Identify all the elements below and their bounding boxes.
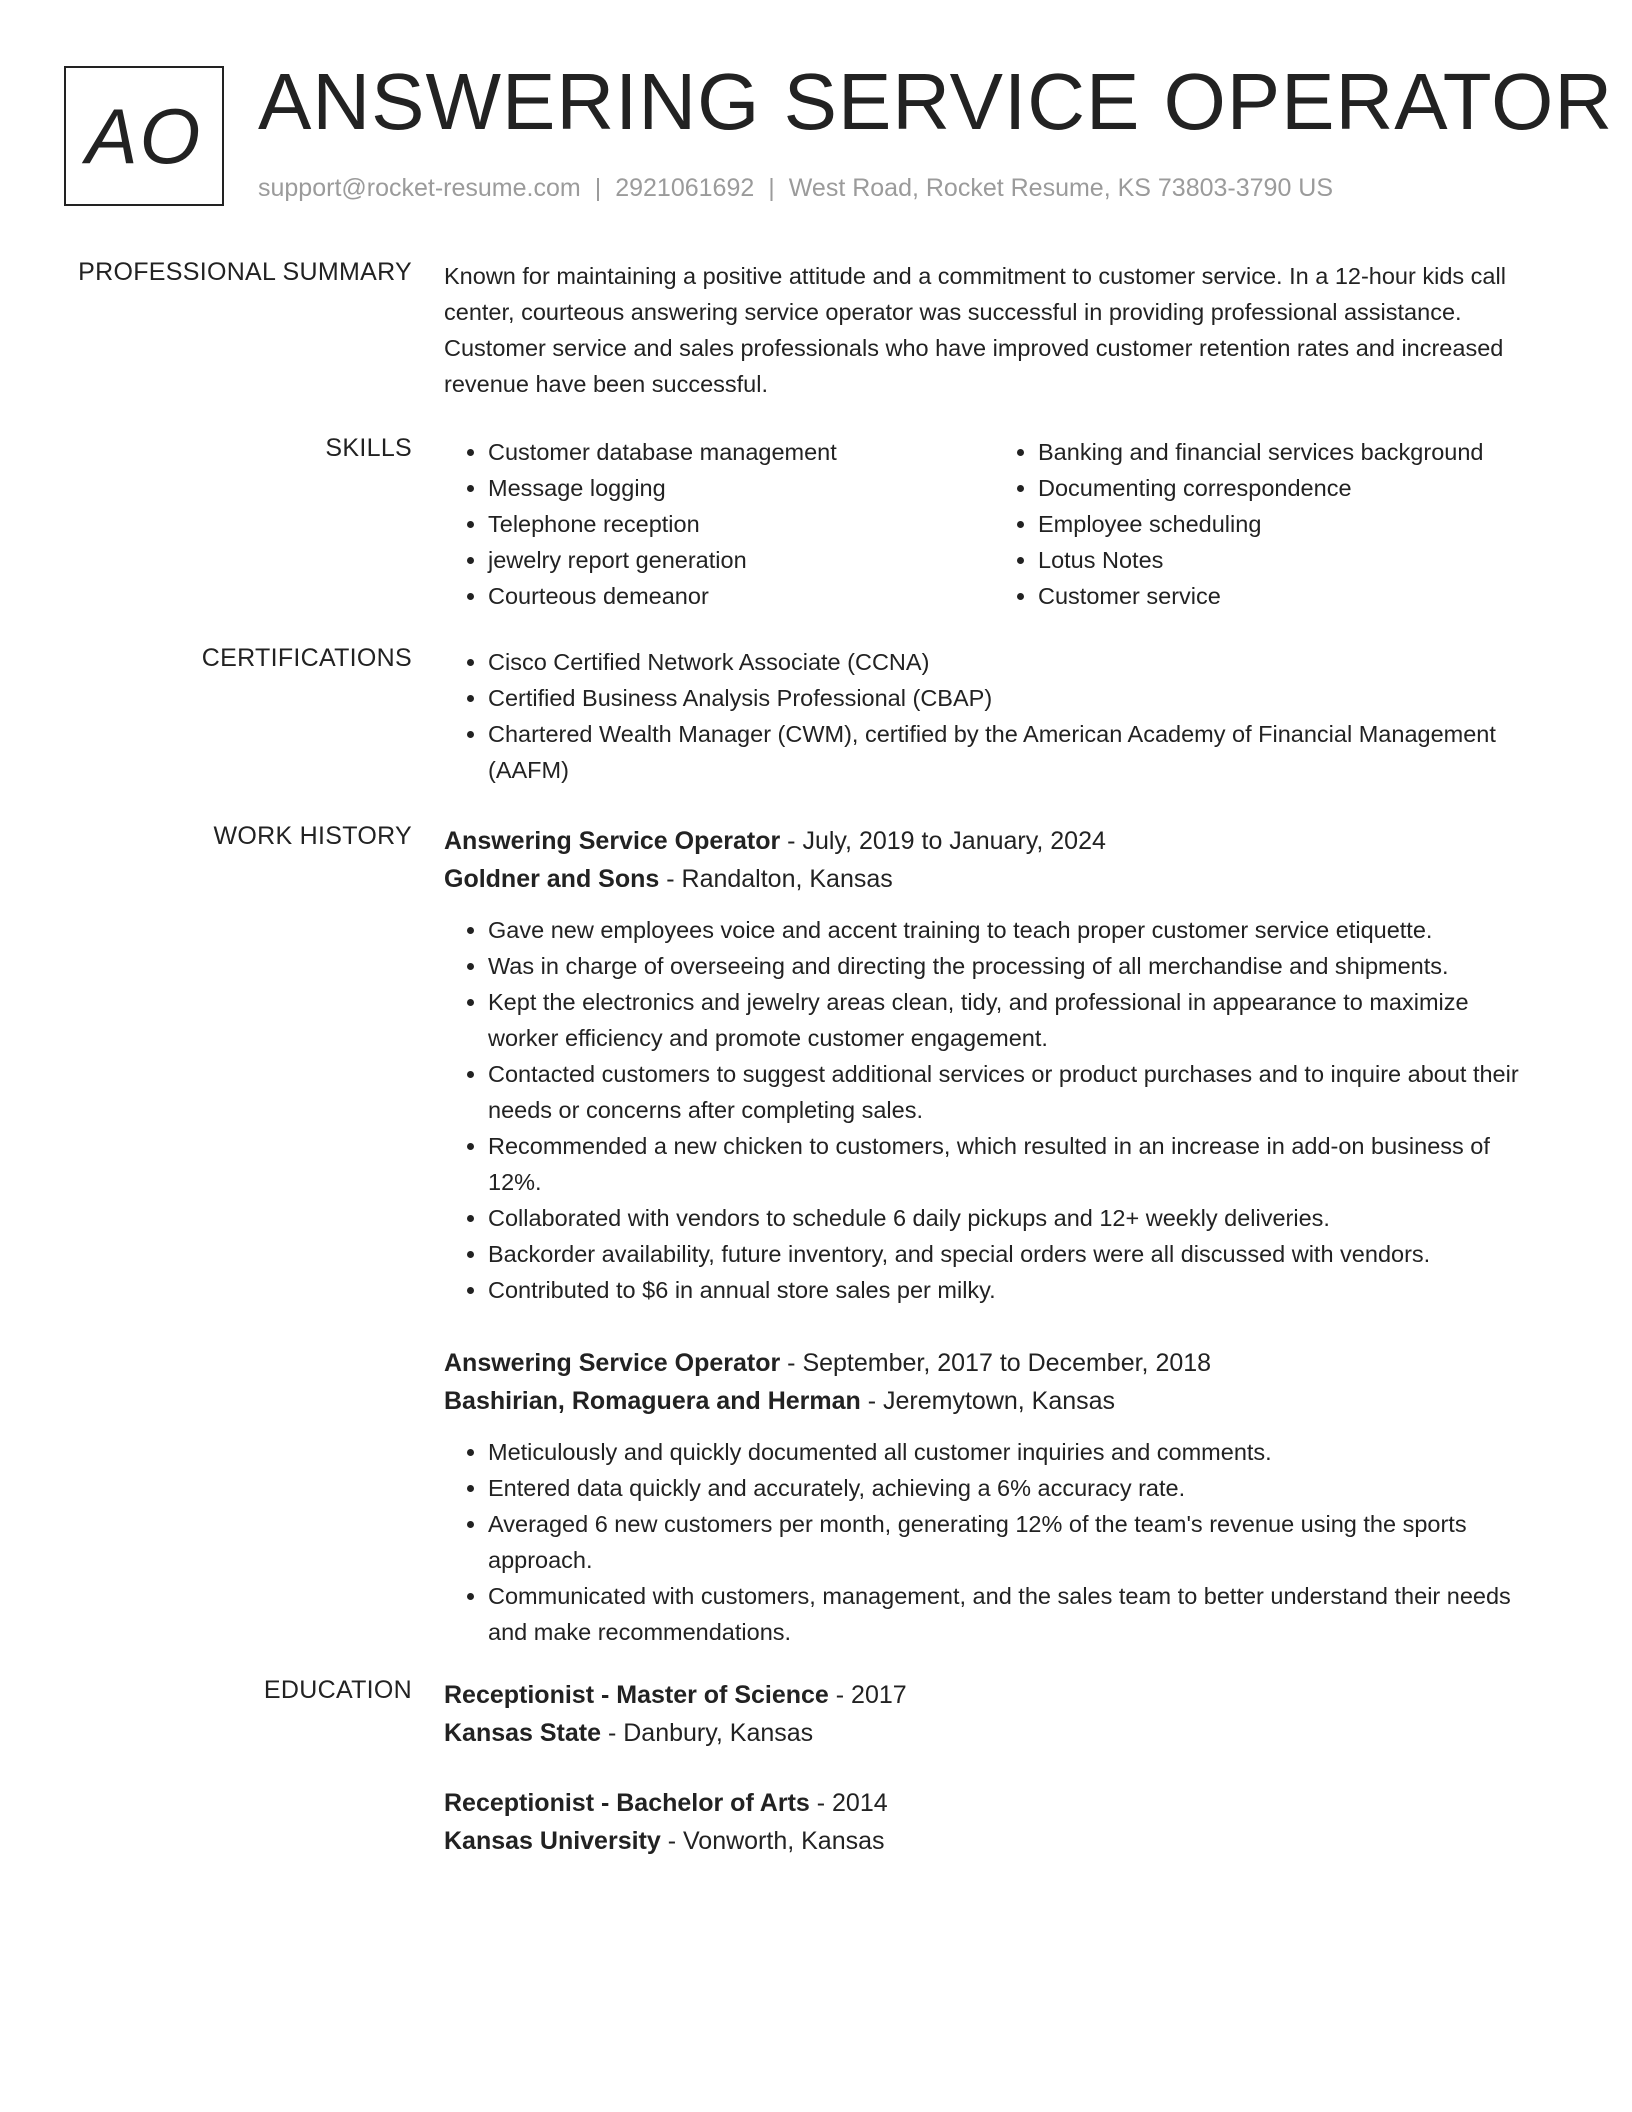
job-bullet: • Recommended a new chicken to customers, which resulted in an increase in add-on business of 12%. xyxy=(488,1128,1544,1200)
education-degree: Receptionist - Master of Science xyxy=(444,1681,829,1709)
skill-item: • Banking and financial services background xyxy=(1038,434,1544,470)
education-location: - Vonworth, Kansas xyxy=(660,1827,885,1855)
education-degree-line xyxy=(444,1676,1544,1714)
education-degree: Receptionist - Bachelor of Arts xyxy=(444,1789,810,1817)
skill-item: • Courteous demeanor xyxy=(488,578,994,614)
contact-phone: 2921061692 xyxy=(615,174,755,202)
education-year: - 2014 xyxy=(809,1789,888,1817)
job-bullet: • Contributed to $6 in annual store sales per milky. xyxy=(488,1272,1544,1308)
section-label-skills: SKILLS xyxy=(325,434,412,462)
job-bullet: • Averaged 6 new customers per month, generating 12% of the team's revenue using the sports approach. xyxy=(488,1506,1544,1578)
summary-text: Known for maintaining a positive attitude and a commitment to customer service. In a 12-hour kids call center, courteous answering service operator was successful in providing professional assistance. Customer service and sales professionals who have improved customer retention rates and increased revenue have been successful. xyxy=(444,263,1506,397)
job-bullet: • Contacted customers to suggest additional services or product purchases and to inquire about their needs or concerns after completing sales. xyxy=(488,1056,1544,1128)
contact-address: West Road, Rocket Resume, KS 73803-3790 US xyxy=(788,174,1334,202)
skill-item: • Lotus Notes xyxy=(1038,542,1544,578)
certifications-list xyxy=(444,644,1544,788)
section-label-work-history: WORK HISTORY xyxy=(213,822,412,850)
education-location: - Danbury, Kansas xyxy=(601,1719,814,1747)
certifications-body xyxy=(444,644,1544,788)
education-entry xyxy=(444,1784,1544,1860)
skill-item: • jewelry report generation xyxy=(488,542,994,578)
job-bullet: • Collaborated with vendors to schedule 6 daily pickups and 12+ weekly deliveries. xyxy=(488,1200,1544,1236)
job-title-line xyxy=(444,822,1544,860)
job-bullet: • Was in charge of overseeing and directing the processing of all merchandise and shipments. xyxy=(488,948,1544,984)
section-label-education: EDUCATION xyxy=(263,1676,412,1704)
education-school-line xyxy=(444,1714,1544,1752)
job-bullet: • Meticulously and quickly documented all customer inquiries and comments. xyxy=(488,1434,1544,1470)
job-dates: - July, 2019 to January, 2024 xyxy=(780,827,1106,855)
job-bullet: • Entered data quickly and accurately, achieving a 6% accuracy rate. xyxy=(488,1470,1544,1506)
monogram-logo: AO xyxy=(64,66,224,206)
job-title: Answering Service Operator xyxy=(444,1349,781,1377)
skill-item: • Telephone reception xyxy=(488,506,994,542)
job-bullet: • Communicated with customers, management, and the sales team to better understand their needs and make recommendations. xyxy=(488,1578,1544,1650)
job-bullets xyxy=(444,1434,1544,1650)
job-title-line xyxy=(444,1344,1544,1382)
skill-item: • Customer service xyxy=(1038,578,1544,614)
candidate-name: ANSWERING SERVICE OPERATOR xyxy=(258,57,1614,146)
contact-separator: | xyxy=(768,174,775,202)
education-entry xyxy=(444,1676,1544,1752)
education-degree-line xyxy=(444,1784,1544,1822)
contact-line xyxy=(258,174,1333,203)
job-entry xyxy=(444,1344,1544,1650)
education-year: - 2017 xyxy=(828,1681,907,1709)
job-company: Bashirian, Romaguera and Herman xyxy=(444,1387,861,1415)
section-label-summary: PROFESSIONAL SUMMARY xyxy=(78,258,412,286)
education-school: Kansas State xyxy=(444,1719,602,1747)
job-company: Goldner and Sons xyxy=(444,865,660,893)
contact-separator: | xyxy=(594,174,602,202)
education-body xyxy=(444,1676,1544,1860)
section-label-certifications: CERTIFICATIONS xyxy=(201,644,412,672)
skills-list-right xyxy=(994,434,1544,614)
contact-email: support@rocket-resume.com xyxy=(258,174,581,202)
skill-item: • Customer database management xyxy=(488,434,994,470)
skills-list-left xyxy=(444,434,994,614)
skill-item: • Documenting correspondence xyxy=(1038,470,1544,506)
certification-item: • Chartered Wealth Manager (CWM), certified by the American Academy of Financial Management (AAFM) xyxy=(488,716,1544,788)
certification-item: • Certified Business Analysis Professional (CBAP) xyxy=(488,680,1544,716)
education-school-line xyxy=(444,1822,1544,1860)
skill-item: • Employee scheduling xyxy=(1038,506,1544,542)
certification-item: • Cisco Certified Network Associate (CCNA) xyxy=(488,644,1544,680)
skills-columns xyxy=(444,434,1544,614)
job-location: - Randalton, Kansas xyxy=(659,865,893,893)
skill-item: • Message logging xyxy=(488,470,994,506)
job-company-line xyxy=(444,860,1544,898)
work-history-body xyxy=(444,822,1544,1650)
job-bullet: • Gave new employees voice and accent training to teach proper customer service etiquette. xyxy=(488,912,1544,948)
job-bullet: • Kept the electronics and jewelry areas clean, tidy, and professional in appearance to maximize worker efficiency and promote customer engagement. xyxy=(488,984,1544,1056)
education-school: Kansas University xyxy=(444,1827,661,1855)
job-bullets xyxy=(444,912,1544,1308)
job-title: Answering Service Operator xyxy=(444,827,781,855)
job-location: - Jeremytown, Kansas xyxy=(860,1387,1116,1415)
job-company-line xyxy=(444,1382,1544,1420)
job-entry xyxy=(444,822,1544,1308)
job-dates: - September, 2017 to December, 2018 xyxy=(780,1349,1212,1377)
job-bullet: • Backorder availability, future inventory, and special orders were all discussed with vendors. xyxy=(488,1236,1544,1272)
